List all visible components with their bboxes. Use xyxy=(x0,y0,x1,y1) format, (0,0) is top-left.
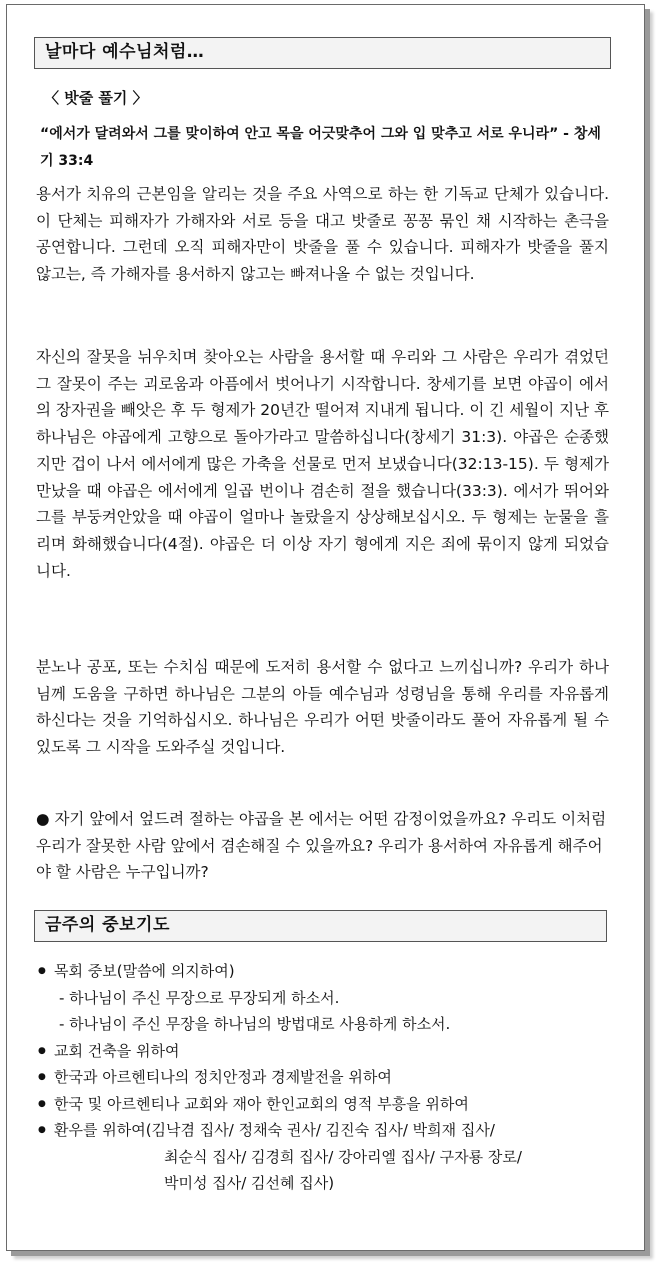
section-title-daily-devotion: 날마다 예수님처럼… xyxy=(34,37,611,69)
prayer-subitem: - 하나님이 주신 무장으로 무장되게 하소서. xyxy=(59,988,340,1007)
prayer-item-continued: 최순식 집사/ 김경희 집사/ 강아리엘 집사/ 구자룡 장로/ xyxy=(164,1147,522,1166)
prayer-item: ● 한국과 아르헨티나의 정치안정과 경제발전을 위하여 xyxy=(36,1064,616,1091)
reflection-question: ● 자기 앞에서 엎드려 절하는 야곱을 본 에서는 어떤 감정이었을까요? 우리도 이처럼 우리가 잘못한 사람 앞에서 겸손해질 수 있을까요? 우리가 용서하여 자유롭게 해주어야 할 사람은 누구입니까? xyxy=(36,810,607,882)
prayer-item: ● 교회 건축을 위하여 xyxy=(36,1038,616,1065)
section-title-prayer: 금주의 중보기도 xyxy=(34,910,607,942)
prayer-item-continued: 박미성 집사/ 김선혜 집사) xyxy=(164,1174,335,1192)
devotion-subtitle: 〈 밧줄 풀기 〉 xyxy=(44,89,148,107)
bulletin-page xyxy=(6,4,645,1251)
prayer-list xyxy=(36,958,616,1197)
prayer-item: ● 환우를 위하여(김낙겸 집사/ 정채숙 권사/ 김진숙 집사/ 박희재 집사/ xyxy=(36,1117,616,1144)
prayer-item: ● 목회 중보(말씀에 의지하여) xyxy=(36,958,616,985)
prayer-item: ● 한국 및 아르헨티나 교회와 재아 한인교회의 영적 부흥을 위하여 xyxy=(36,1091,616,1118)
prayer-subitem: - 하나님이 주신 무장을 하나님의 방법대로 사용하게 하소서. xyxy=(59,1015,451,1033)
paragraph-3: 분노나 공포, 또는 수치심 때문에 도저히 용서할 수 없다고 느끼십니까? 우리가 하나님께 도움을 구하면 하나님은 그분의 아들 예수님과 성령님을 통해 우리를 자유롭게 하신다는 것을 기억하십시오. 하나님은 우리가 어떤 밧줄이라도 풀어 자유롭게 될 수 있도록 그 시작을 도와주실 것입니다. xyxy=(36,658,609,757)
paragraph-1: 용서가 치유의 근본임을 알리는 것을 주요 사역으로 하는 한 기독교 단체가 있습니다. 이 단체는 피해자가 가해자와 서로 등을 대고 밧줄로 꽁꽁 묶인 채 시작하는 촌극을 공연합니다. 그런데 오직 피해자만이 밧줄을 풀 수 있습니다. 피해자가 밧줄을 풀지 않고는, 즉 가해자를 용서하지 않고는 빠져나올 수 없는 것입니다. xyxy=(36,185,609,284)
paragraph-2: 자신의 잘못을 뉘우치며 찾아오는 사람을 용서할 때 우리와 그 사람은 우리가 겪었던 그 잘못이 주는 괴로움과 아픔에서 벗어나기 시작합니다. 창세기를 보면 야곱이 에서의 장자권을 빼앗은 후 두 형제가 20년간 떨어져 지내게 됩니다. 이 긴 세월이 지난 후 하나님은 야곱에게 고향으로 돌아가라고 말씀하십니다(창세기 31:3). 야곱은 순종했지만 겁이 나서 에서에게 많은 가축을 선물로 먼저 보냈습니다(32:13-15). 두 형제가 만났을 때 야곱은 에서에게 일곱 번이나 겸손히 절을 했습니다(33:3). 에서가 뛰어와 그를 부둥켜안았을 때 야곱이 얼마나 놀랐을지 상상해보십시오. 두 형제는 눈물을 흘리며 화해했습니다(4절). 야곱은 더 이상 자기 형에게 지은 죄에 묶이지 않게 되었습니다. xyxy=(36,348,609,580)
scripture-verse: “에서가 달려와서 그를 맞이하여 안고 목을 어긋맞추어 그와 입 맞추고 서로 우니라” - 창세기 33:4 xyxy=(40,126,601,169)
